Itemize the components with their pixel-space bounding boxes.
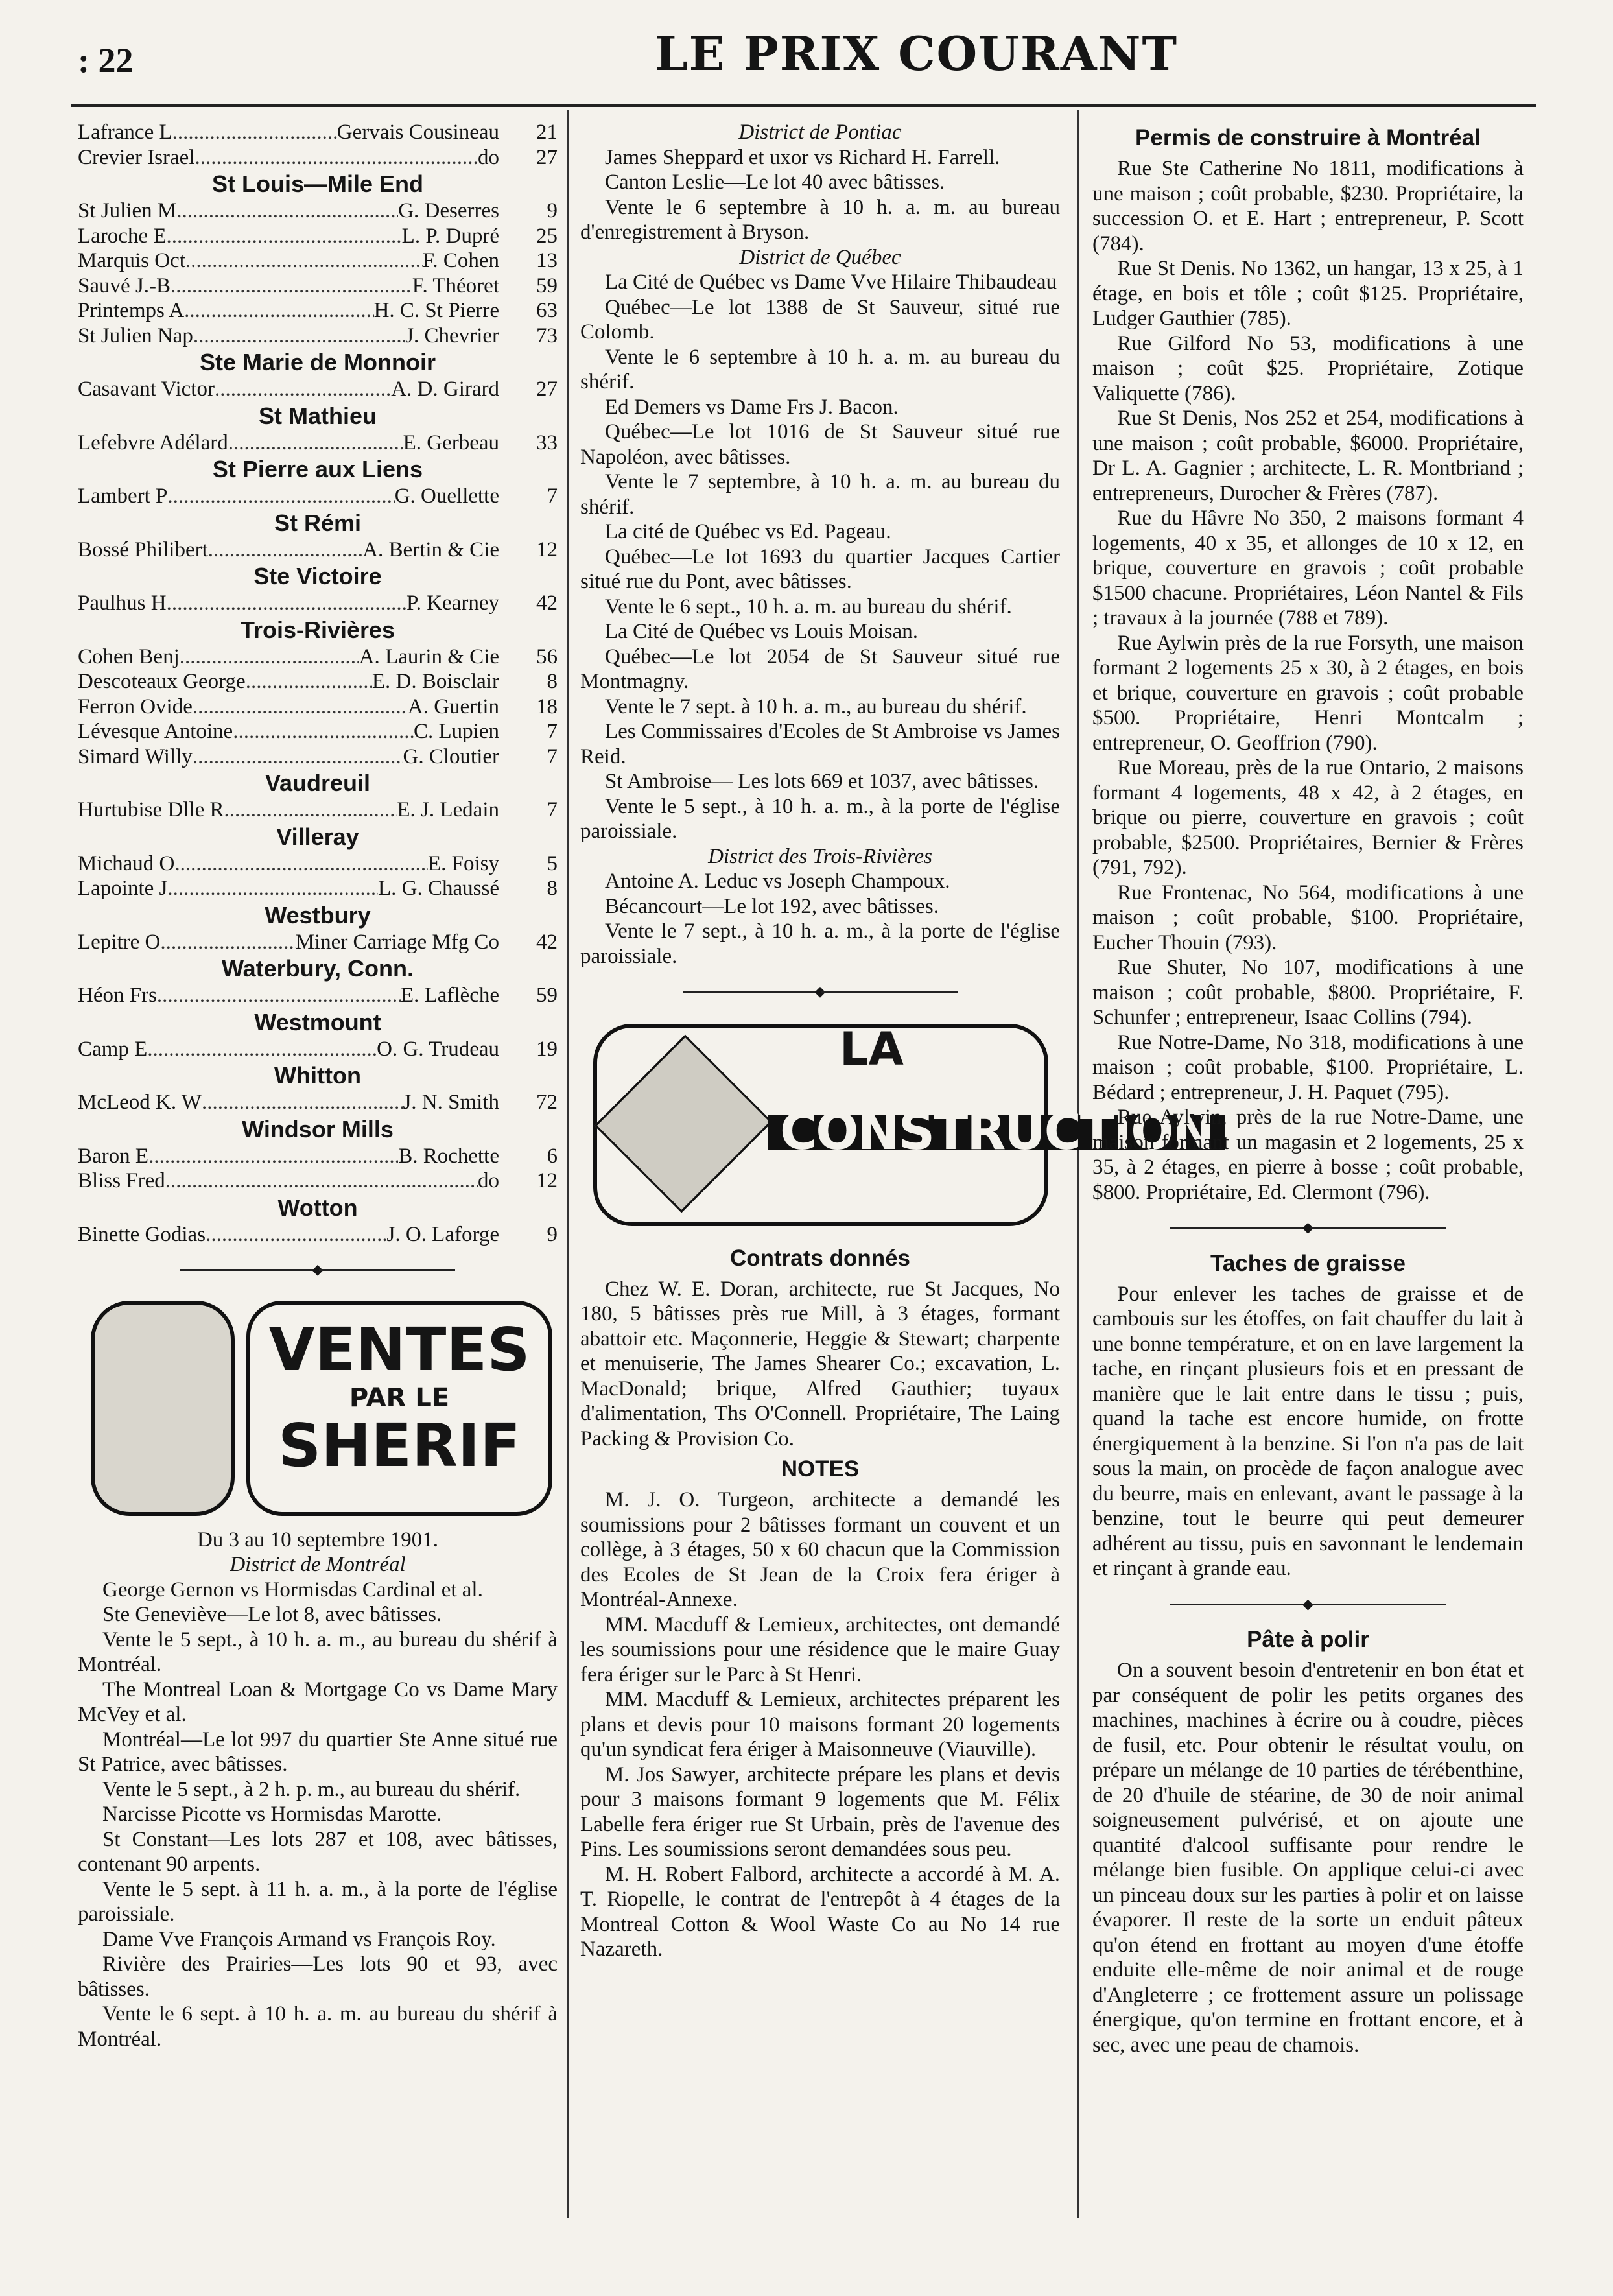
creditor-name: H. C. St Pierre (373, 299, 499, 322)
list-entry (78, 377, 558, 402)
entry-number: 63 (536, 299, 558, 322)
column-divider (1077, 110, 1079, 2218)
note-item: M. Jos Sawyer, architecte prépare les plans et devis pour 3 maisons formant 9 logements que M. Félix Labelle fera ériger rue St Urbain, près de l'avenue des Pins. Les soumissions seront demandées sous peu. (580, 1762, 1060, 1862)
dot-leader (193, 744, 403, 770)
creditor-name: A. D. Girard (391, 377, 499, 401)
entry-number: 7 (547, 720, 558, 743)
creditor-name: E. D. Boisclair (371, 670, 499, 693)
dot-leader (193, 324, 405, 349)
entry-number: 72 (536, 1091, 558, 1114)
creditor-name: Gervais Cousineau (336, 121, 499, 144)
sale-case: The Montreal Loan & Mortgage Co vs Dame Mary McVey et al. (78, 1677, 558, 1727)
sale-property: Montréal—Le lot 997 du quartier Ste Anne situé rue St Patrice, avec bâtisses. (78, 1727, 558, 1777)
sale-date: Vente le 6 sept. à 10 h. a. m. au bureau du shérif à Montréal. (78, 2002, 558, 2051)
sale-case: Ed Demers vs Dame Frs J. Bacon. (605, 395, 899, 419)
district-heading: District de Québec (739, 245, 901, 269)
sale-property: Canton Leslie—Le lot 40 avec bâtisses. (605, 171, 945, 194)
entry-number: 21 (536, 121, 558, 144)
dot-leader (185, 248, 423, 274)
list-entry (78, 1090, 558, 1115)
debtor-name: St Julien M (78, 199, 177, 222)
place-heading: Ste Marie de Monnoir (199, 349, 436, 375)
dot-leader (148, 1144, 398, 1169)
dot-leader (167, 876, 378, 901)
page-header (0, 0, 1613, 110)
sale-date: Vente le 7 septembre, à 10 h. a. m. au bureau du shérif. (580, 470, 1060, 519)
ornament-divider: ◆ (580, 978, 1060, 1004)
sale-case: Narcisse Picotte vs Hormisdas Marotte. (102, 1803, 442, 1827)
debtor-name: Bliss Fred (78, 1169, 165, 1192)
debtor-name: Binette Godias (78, 1222, 206, 1246)
entry-number: 5 (547, 851, 558, 875)
entry-number: 7 (547, 744, 558, 768)
sheriff-illustration (91, 1301, 235, 1516)
sale-property: Québec—Le lot 1388 de St Sauveur, situé rue Colomb. (580, 295, 1060, 344)
place-heading: Villeray (276, 823, 359, 850)
list-entry (78, 1168, 558, 1194)
sale-case: La Cité de Québec vs Louis Moisan. (605, 620, 918, 643)
section-heading-taches: Taches de graisse (1210, 1250, 1406, 1276)
permit-item: Rue Ste Catherine No 1811, modifications à une maison ; coût probable, $230. Propriétaire, la succession O. et E. Hart ; entrepreneur, P. Scott (784). (1092, 157, 1524, 255)
creditor-name: F. Cohen (422, 249, 499, 272)
entry-number: 59 (536, 984, 558, 1007)
debtor-name: Camp E (78, 1037, 148, 1061)
debtor-name: Héon Frs (78, 984, 157, 1007)
creditor-name: B. Rochette (398, 1144, 499, 1168)
sale-property: Rivière des Prairies—Les lots 90 et 93, avec bâtisses. (78, 1952, 558, 2001)
sale-date: Vente le 5 sept., à 10 h. a. m., au bureau du shérif à Montréal. (78, 1627, 558, 1677)
contract-text: Chez W. E. Doran, architecte, rue St Jacques, No 180, 5 bâtisses près rue Mill, à 3 étages, formant abattoir etc. Maçonnerie, Heggie & Stewart; charpente et menuiserie, The James Shearer Co.; excavation, L. MacDonald; brique, Alfred Gauthier; tuyaux d'alimentation, Ths O'Connell. Propriétaire, The Laing Packing & Provision Co. (580, 1277, 1060, 1450)
district-heading: District de Pontiac (738, 121, 902, 144)
date-range: Du 3 au 10 septembre 1901. (196, 1528, 439, 1552)
permit-item: Rue Shuter, No 107, modifications à une maison ; coût probable, $800. Propriétaire, F. Schunfer ; entrepreneur, Isaac Collins (794). (1092, 956, 1524, 1029)
article-text: Pour enlever les taches de graisse et de cambouis sur les étoffes, on fait chauffer du lait à une bonne température, et on en lave largement la tache, en rinçant plusieurs fois et en pressant de manière que le lait entre dans le tissu ; puis, quand la tache est encore humide, on frotte énergiquement à la benzine. Si l'on n'a pas de lait sous la main, on procède de façon analogue avec du beurre, mais en enlevant, avant le passage à la benzine, tout le beurre qui peut demeurer adhérent au tissu, puis en savonnant le lendemain et rinçant à grande eau. (1092, 1282, 1524, 1581)
section-heading-permis: Permis de construire à Montréal (1135, 125, 1481, 150)
district-heading: District de Montréal (230, 1553, 406, 1577)
place-heading: Trois-Rivières (240, 616, 395, 643)
dot-leader (224, 798, 397, 823)
permit-item: Rue du Hâvre No 350, 2 maisons formant 4 logements, 40 x 35, et allonges de 10 x 12, en brique, couverture en gravois ; coût probable $1500 chacune. Propriétaires, Léon Nantel & Fils ; travaux à la journée (788 et 789). (1092, 506, 1524, 630)
note-item: M. J. O. Turgeon, architecte a demandé les soumissions pour 2 bâtisses formant un couvent et un collège, à 3 étages, 50 x 60 chacun que la Commission des Ecoles de St Jean de la Croix fera ériger à Montréal-Annexe. (580, 1488, 1060, 1612)
list-entry (78, 1037, 558, 1062)
creditor-name: do (478, 145, 499, 169)
entry-number: 7 (547, 798, 558, 822)
list-entry (78, 645, 558, 670)
entry-number: 59 (536, 274, 558, 298)
creditor-name: J. N. Smith (403, 1091, 499, 1114)
debtor-name: Laroche E (78, 224, 167, 248)
list-entry (78, 224, 558, 249)
creditor-name: Miner Carriage Mfg Co (295, 930, 499, 954)
sale-date: Vente le 5 sept., à 10 h. a. m., à la porte de l'église paroissiale. (580, 794, 1060, 843)
creditor-name: G. Deserres (398, 199, 499, 222)
debtor-name: Sauvé J.-B (78, 274, 171, 298)
masthead-logo: LE PRIX COURANT (655, 26, 1179, 81)
dot-leader (180, 645, 359, 670)
sale-case: Les Commissaires d'Ecoles de St Ambroise vs James Reid. (580, 720, 1060, 768)
sale-case: Dame Vve François Armand vs François Roy. (102, 1927, 496, 1951)
debtor-name: Bossé Philibert (78, 538, 208, 562)
entry-number: 27 (536, 145, 558, 169)
sale-date: Vente le 7 sept., à 10 h. a. m., à la porte de l'église paroissiale. (580, 919, 1060, 968)
dot-leader (172, 120, 337, 145)
place-heading: Ste Victoire (253, 563, 382, 589)
list-entry (78, 324, 558, 349)
dot-leader (160, 930, 295, 955)
place-heading: Westmount (254, 1008, 381, 1036)
sale-date: Vente le 5 sept. à 11 h. a. m., à la porte de l'église paroissiale. (78, 1877, 558, 1926)
dot-leader (167, 224, 402, 249)
dot-leader (215, 377, 391, 402)
list-entry (78, 120, 558, 145)
entry-number: 7 (547, 484, 558, 508)
list-entry (78, 876, 558, 901)
list-entry (78, 298, 558, 324)
column-3 (1092, 120, 1524, 2057)
permit-item: Rue Notre-Dame, No 318, modifications à une maison ; coût probable, $100. Propriétaire, L. Bédard ; entrepreneur, J. H. Paquet (795). (1092, 1030, 1524, 1104)
sale-property: St Ambroise— Les lots 669 et 1037, avec bâtisses. (605, 770, 1039, 793)
debtor-name: Lafrance L (78, 121, 172, 144)
creditor-name: P. Kearney (406, 591, 499, 615)
debtor-name: Lambert P (78, 484, 168, 508)
sale-date: Vente le 6 septembre à 10 h. a. m. au bureau d'enregistrement à Bryson. (580, 195, 1060, 244)
debtor-name: Lapointe J (78, 877, 168, 900)
debtor-name: Simard Willy (78, 744, 193, 768)
place-heading: Vaudreuil (265, 770, 371, 796)
list-entry (78, 669, 558, 694)
entry-number: 6 (547, 1144, 558, 1168)
permit-item: Rue St Denis. No 1362, un hangar, 13 x 25, à 1 étage, en bois et tôle ; coût $125. Propriétaire, Ludger Gauthier (785). (1092, 257, 1524, 330)
creditor-name: E. Foisy (427, 851, 499, 875)
header-rule (71, 104, 1536, 107)
debtor-name: St Julien Nap (78, 324, 193, 348)
sale-case: Antoine A. Leduc vs Joseph Champoux. (605, 870, 950, 893)
entry-number: 25 (536, 224, 558, 248)
dot-leader (206, 1222, 386, 1248)
ornament-divider: ◆ (78, 1256, 558, 1283)
place-heading: Waterbury, Conn. (222, 955, 414, 982)
section-heading-contrats: Contrats donnés (729, 1245, 911, 1271)
creditor-name: A. Bertin & Cie (362, 538, 499, 562)
debtor-name: Ferron Ovide (78, 694, 193, 718)
sale-property: Québec—Le lot 2054 de St Sauveur situé rue Montmagny. (580, 645, 1060, 693)
debtor-name: Hurtubise Dlle R (78, 798, 224, 822)
list-entry (78, 719, 558, 744)
permit-item: Rue Gilford No 53, modifications à une maison ; coût $25. Propriétaire, Zotique Valiquette (786). (1092, 331, 1524, 405)
permit-item: Rue Aylwin près de la rue Forsyth, une maison formant 2 logements 25 x 30, à 2 étages, en bois et brique, couverture en gravois ; coût probable $500. Propriétaire, Henri Montcalm ; entrepreneur, O. Geoffrion (790). (1092, 631, 1524, 755)
place-heading: St Louis—Mile End (211, 171, 423, 197)
section-heading-notes: NOTES (781, 1456, 860, 1482)
entry-number: 13 (536, 249, 558, 272)
creditor-name: E. Laflèche (400, 984, 499, 1007)
list-entry (78, 1222, 558, 1248)
dot-leader (171, 274, 412, 299)
bankruptcy-list (78, 120, 558, 1247)
entry-number: 33 (536, 431, 558, 455)
dot-leader (195, 145, 478, 171)
ornament-divider: ◆ (1092, 1214, 1524, 1240)
la-construction-logo (593, 1022, 1214, 1231)
creditor-name: J. Chevrier (405, 324, 499, 348)
debtor-name: Descoteaux George (78, 670, 246, 693)
place-heading: Windsor Mills (242, 1115, 394, 1142)
entry-number: 9 (547, 199, 558, 222)
entry-number: 73 (536, 324, 558, 348)
list-entry (78, 274, 558, 299)
sale-property: Québec—Le lot 1693 du quartier Jacques Cartier situé rue du Pont, avec bâtisses. (580, 545, 1060, 593)
note-item: M. H. Robert Falbord, architecte a accordé à M. A. T. Riopelle, le contrat de l'entrepôt à 4 étages de la Montreal Cotton & Wool Waste Co au No 14 rue Nazareth. (580, 1862, 1060, 1961)
list-entry (78, 431, 558, 456)
sale-case: James Sheppard et uxor vs Richard H. Farrell. (605, 145, 1000, 169)
list-entry (78, 1144, 558, 1169)
creditor-name: do (478, 1169, 499, 1192)
dot-leader (176, 198, 398, 224)
list-entry (78, 145, 558, 171)
list-entry (78, 538, 558, 563)
entry-number: 9 (547, 1222, 558, 1246)
debtor-name: Printemps A (78, 299, 185, 322)
dot-leader (167, 591, 406, 616)
list-entry (78, 248, 558, 274)
ventes-title-box (246, 1301, 552, 1516)
sale-date: Vente le 6 septembre à 10 h. a. m. au bureau du shérif. (580, 345, 1060, 394)
sale-date: Vente le 7 sept. à 10 h. a. m., au bureau du shérif. (605, 694, 1027, 718)
debtor-name: Lepitre O (78, 930, 161, 954)
entry-number: 42 (536, 930, 558, 954)
column-2 (580, 120, 1214, 1962)
entry-number: 19 (536, 1037, 558, 1061)
sale-case: George Gernon vs Hormisdas Cardinal et al. (102, 1578, 483, 1602)
sale-property: St Constant—Les lots 287 et 108, avec bâtisses, contenant 90 arpents. (78, 1827, 558, 1876)
sale-case: La cité de Québec vs Ed. Pageau. (605, 520, 891, 543)
debtor-name: Cohen Benj (78, 645, 180, 669)
entry-number: 12 (536, 538, 558, 562)
district-heading: District des Trois-Rivières (708, 844, 932, 868)
debtor-name: Marquis Oct (78, 249, 185, 272)
permit-item: Rue St Denis, Nos 252 et 254, modifications à une maison ; coût probable, $6000. Propriétaire, Dr L. A. Gagnier ; architecte, L. R. Montbriand ; entrepreneurs, Durocher & Frères (787). (1092, 407, 1524, 505)
debtor-name: Casavant Victor (78, 377, 215, 401)
dot-leader (228, 431, 403, 456)
place-heading: St Pierre aux Liens (212, 456, 423, 482)
creditor-name: A. Guertin (407, 694, 499, 718)
dot-leader (233, 719, 414, 744)
column-divider (567, 110, 569, 2218)
place-heading: St Mathieu (258, 402, 377, 429)
permit-item: Rue Frontenac, No 564, modifications à une maison ; coût probable, $100. Propriétaire, Eucher Thouin (793). (1092, 881, 1524, 954)
logo-word-construction: CONSTRUCTION (768, 1115, 1225, 1150)
creditor-name: G. Cloutier (403, 744, 499, 768)
list-entry (78, 591, 558, 616)
place-heading: Westbury (265, 901, 371, 929)
permit-item: Rue Aylwin, près de la rue Notre-Dame, une maison formant un magasin et 2 logements, 25 x 35, à 2 étages, en pierre à bosse ; coût probable, $800. Propriétaire, Ed. Clermont (796). (1092, 1106, 1524, 1204)
place-heading: Whitton (274, 1062, 361, 1089)
creditor-name: A. Laurin & Cie (359, 645, 499, 669)
sale-property: Ste Geneviève—Le lot 8, avec bâtisses. (102, 1603, 442, 1627)
sale-date: Vente le 5 sept., à 2 h. p. m., au bureau du shérif. (102, 1777, 521, 1801)
creditor-name: O. G. Trudeau (377, 1037, 499, 1061)
debtor-name: Baron E (78, 1144, 149, 1168)
debtor-name: Lévesque Antoine (78, 720, 233, 743)
logo-word-ventes: VENTES (268, 1314, 530, 1384)
sale-date: Vente le 6 sept., 10 h. a. m. au bureau du shérif. (605, 595, 1012, 619)
list-entry (78, 198, 558, 224)
place-heading: Wotton (277, 1194, 358, 1221)
list-entry (78, 930, 558, 955)
list-entry (78, 983, 558, 1008)
sale-case: La Cité de Québec vs Dame Vve Hilaire Thibaudeau (605, 270, 1057, 294)
logo-word-sherif: SHERIF (277, 1410, 521, 1480)
dot-leader (184, 298, 373, 324)
ornament-divider: ◆ (1092, 1591, 1524, 1617)
entry-number: 8 (547, 670, 558, 693)
column-1 (78, 120, 558, 2052)
dot-leader (147, 1037, 377, 1062)
list-entry (78, 694, 558, 720)
logo-word-par-le: PAR LE (349, 1382, 450, 1413)
entry-number: 56 (536, 645, 558, 669)
entry-number: 42 (536, 591, 558, 615)
entry-number: 8 (547, 877, 558, 900)
logo-word-la: LA (840, 1022, 904, 1076)
dot-leader (165, 1168, 478, 1194)
creditor-name: E. J. Ledain (397, 798, 499, 822)
creditor-name: L. G. Chaussé (378, 877, 499, 900)
debtor-name: Lefebvre Adélard (78, 431, 228, 455)
debtor-name: Paulhus H (78, 591, 167, 615)
list-entry (78, 798, 558, 823)
article-text: On a souvent besoin d'entretenir en bon état et par conséquent de polir les petits organes des machines, machines à écrire ou à coudre, pièces de fusil, etc. Pour obtenir le résultat voulu, on prépare un mélange de 10 parties de térébenthine, de 20 d'huile de stéarine, de 30 de noir animal soigneusement pulvérisé, et on ajoute une quantité d'alcool suffisante pour rendre le mélange bien fusible. On applique celui-ci avec un pinceau doux sur les parties à polir et on laisse évaporer. Il reste de la sorte un enduit pâteux qu'on étend en frottant au moyen d'une étoffe enduite elle-même de noir animal et de rouge d'Angleterre ; ce frottement assure un polissage énergique, qu'on termine en frottant encore, et à sec, avec une peau de chamois. (1092, 1659, 1524, 2057)
creditor-name: J. O. Laforge (386, 1222, 499, 1246)
list-entry (78, 484, 558, 509)
entry-number: 12 (536, 1169, 558, 1192)
page-number: : 22 (78, 41, 134, 80)
dot-leader (193, 694, 408, 720)
note-item: MM. Macduff & Lemieux, architectes, ont demandé les soumissions pour une résidence que le maire Guay fera ériger sur le Parc à St Henri. (580, 1613, 1060, 1686)
place-heading: St Rémi (274, 509, 362, 536)
sale-property: Québec—Le lot 1016 de St Sauveur situé rue Napoléon, avec bâtisses. (580, 420, 1060, 469)
debtor-name: Crevier Israel (78, 145, 195, 169)
dot-leader (174, 851, 428, 877)
creditor-name: L. P. Dupré (401, 224, 499, 248)
list-entry (78, 851, 558, 877)
note-item: MM. Macduff & Lemieux, architectes préparent les plans et devis pour 10 maisons formant 20 logements qu'un syndicat fera ériger à Maisonneuve (Viauville). (580, 1688, 1060, 1762)
creditor-name: F. Théoret (412, 274, 499, 298)
dot-leader (246, 669, 372, 694)
entry-number: 27 (536, 377, 558, 401)
dot-leader (208, 538, 362, 563)
creditor-name: C. Lupien (414, 720, 499, 743)
ventes-par-le-sherif-logo (91, 1301, 558, 1515)
section-heading-pate: Pâte à polir (1247, 1627, 1369, 1653)
sale-property: Bécancourt—Le lot 192, avec bâtisses. (605, 894, 939, 918)
creditor-name: E. Gerbeau (403, 431, 499, 455)
debtor-name: Michaud O (78, 851, 175, 875)
entry-number: 18 (536, 694, 558, 718)
permit-item: Rue Moreau, près de la rue Ontario, 2 maisons formant 4 logements, 48 x 42, à 2 étages, en brique ou pierre, couverture en gravois ; coût probable, $2500. Propriétaires, Bernier & Frères (791, 792). (1092, 756, 1524, 879)
dot-leader (167, 484, 394, 509)
creditor-name: G. Ouellette (394, 484, 499, 508)
debtor-name: McLeod K. W (78, 1091, 202, 1114)
list-entry (78, 744, 558, 770)
dot-leader (157, 983, 401, 1008)
dot-leader (202, 1090, 403, 1115)
